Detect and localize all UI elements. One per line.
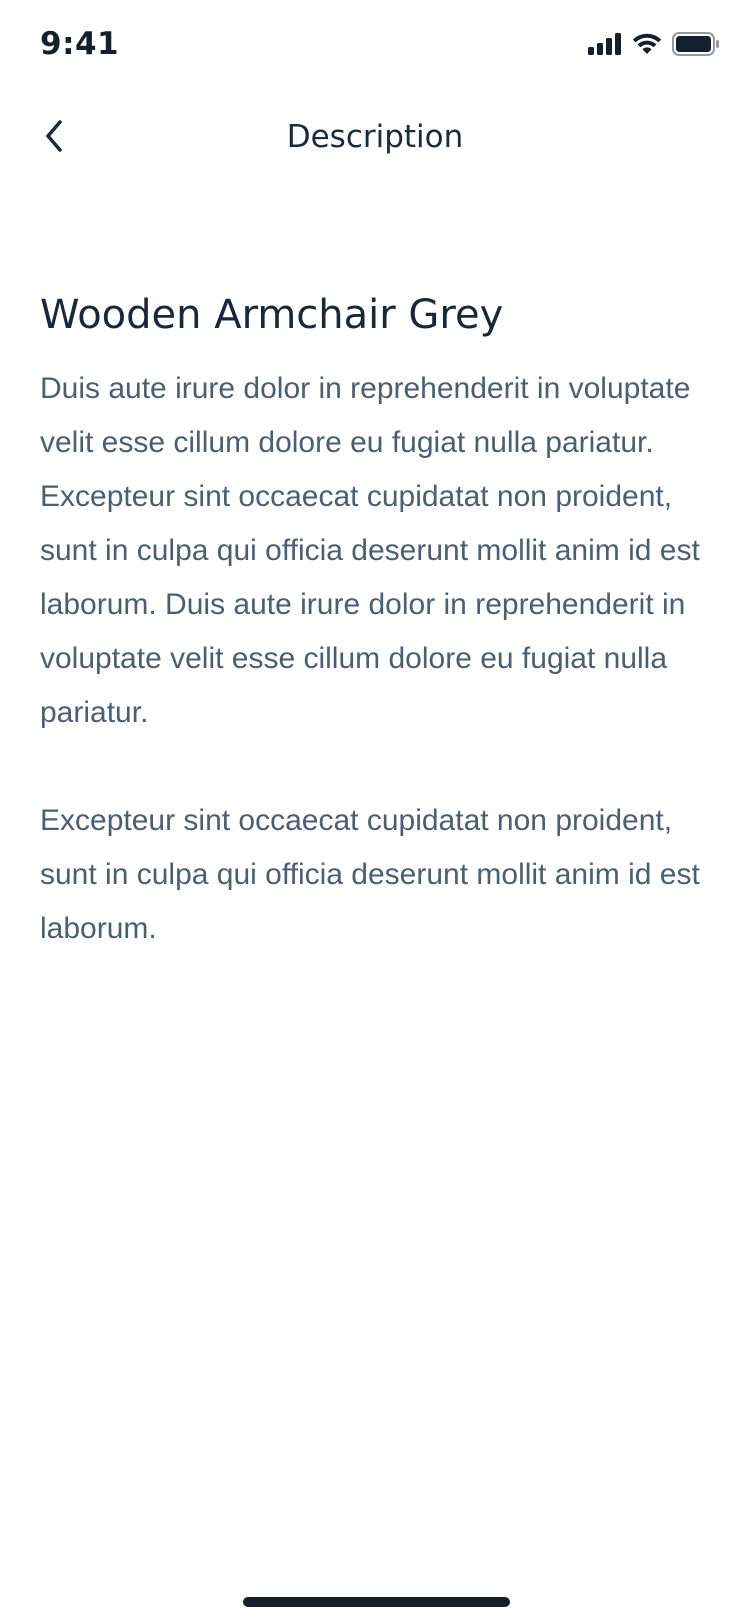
battery-icon (672, 32, 720, 60)
description-paragraph: Excepteur sint occaecat cupidatat non proident, sunt in culpa qui officia deserunt mollit anim id est laborum. (40, 804, 700, 945)
nav-bar (0, 100, 750, 180)
page-title: Description (286, 119, 464, 155)
status-icons (588, 32, 720, 60)
description-content (40, 290, 720, 956)
cellular-signal-icon (588, 33, 622, 59)
wifi-icon (632, 33, 662, 59)
status-time: 9:41 (40, 26, 120, 62)
product-title: Wooden Armchair Grey (40, 292, 504, 338)
home-indicator[interactable] (243, 1597, 510, 1607)
status-bar (0, 0, 750, 90)
description-paragraph: Duis aute irure dolor in reprehenderit in voluptate velit esse cillum dolore eu fugiat nulla pariatur. Excepteur sint occaecat cupidatat non proident, sunt in culpa qui officia deserunt mollit anim id est laborum. Duis aute irure dolor in reprehenderit in voluptate velit esse cillum dolore eu fugiat nulla pariatur. (40, 372, 700, 729)
